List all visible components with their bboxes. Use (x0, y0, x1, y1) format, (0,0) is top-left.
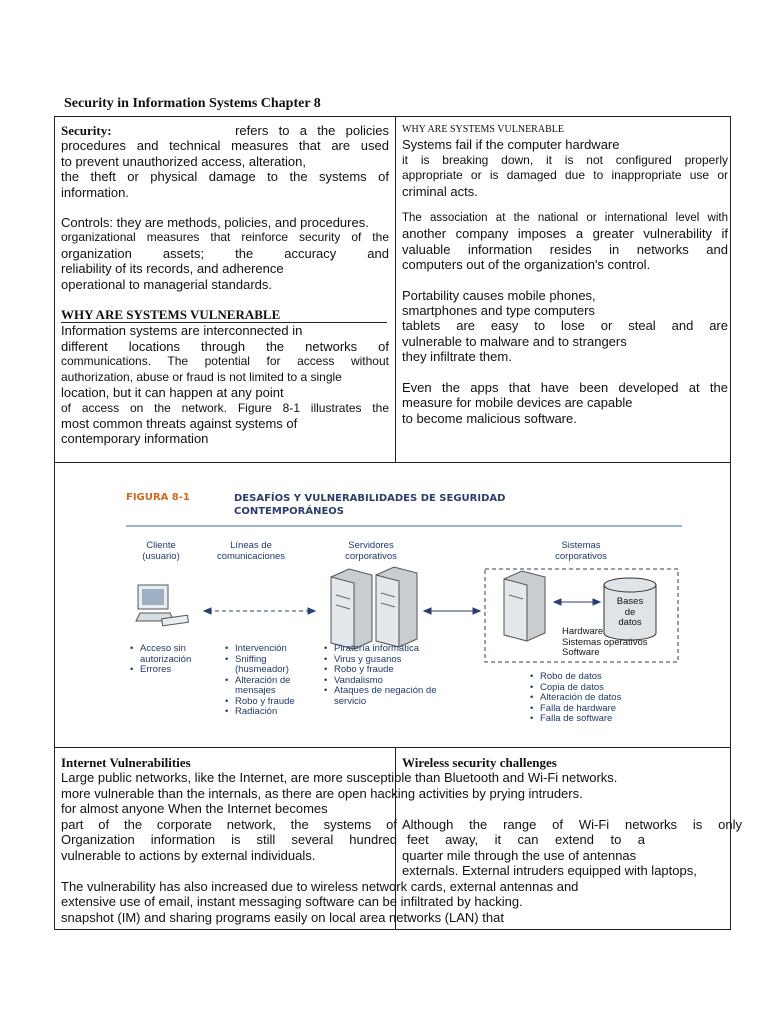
text-line: externals. External intruders equipped with laptops, (402, 863, 697, 878)
list-item: • Alteración de datos (530, 693, 660, 704)
list-item: • Copia de datos (530, 683, 660, 694)
text-line: Large public networks, like the Internet, are more susceptible than Bluetooth and Wi-Fi networks. (61, 770, 618, 785)
list-item: • Robo y fraude (324, 665, 464, 676)
label-line: Sistemas (561, 540, 601, 551)
database-arrow (554, 599, 600, 605)
vuln-line: contemporary information (61, 431, 209, 447)
list-item: • Robo y fraude (225, 697, 320, 708)
wireless-challenges-text (402, 817, 742, 879)
list-item: • Vandalismo (324, 676, 464, 687)
security-line: to prevent unauthorized access, alteration, (61, 153, 306, 169)
text-line: quarter mile through the use of antennas (402, 847, 637, 863)
portability-line: Portability causes mobile phones, (402, 287, 596, 303)
controls-line: reliability of its records, and adherence (61, 261, 284, 277)
database-label (605, 597, 655, 629)
label-line: Hardware (562, 626, 604, 637)
list-item: • Robo de datos (530, 672, 660, 683)
communication-line-arrow (204, 608, 315, 614)
text-line: Although the range of Wi-Fi networks is only (402, 816, 742, 832)
controls-line: Controls: they are methods, policies, and procedures. (61, 215, 369, 231)
figure-title-line: CONTEMPORÁNEOS (234, 506, 344, 517)
failure-line: criminal acts. (402, 183, 478, 199)
lines-threats-list (225, 644, 320, 718)
label-line: Líneas de (230, 540, 272, 551)
label-line: Servidores (348, 540, 394, 551)
vuln-line: Information systems are interconnected in (61, 323, 303, 339)
text-line: extensive use of email, instant messaging software can be infiltrated by hacking. (61, 894, 523, 909)
failure-line: it is breaking down, it is not configured properly (402, 152, 728, 167)
list-item: • Errores (130, 665, 215, 676)
list-item: • Intervención (225, 644, 320, 655)
label-line: corporativos (555, 551, 607, 562)
page-title: Security in Information Systems Chapter 8 (64, 96, 321, 111)
text-line: feet away, it can extend to a (407, 832, 645, 847)
portability-line: they infiltrate them. (402, 349, 512, 365)
label-line: corporativos (345, 551, 397, 562)
list-item: • Falla de hardware (530, 704, 660, 715)
system-server-icon (504, 571, 545, 641)
security-line: procedures and technical measures that are used (61, 138, 389, 154)
cell-why-vulnerable (402, 122, 728, 426)
security-term: Security: (61, 123, 112, 138)
failure-line: appropriate or is damaged due to inappropriate use or (402, 168, 728, 183)
text-line: part of the corporate network, the systems of (61, 816, 397, 832)
apps-line: to become malicious software. (402, 410, 577, 426)
server-icon (376, 567, 417, 647)
figure-title-line: DESAFÍOS Y VULNERABILIDADES DE SEGURIDAD (234, 493, 506, 504)
failure-line: Systems fail if the computer hardware (402, 137, 620, 153)
label-line: Bases (616, 596, 644, 607)
server-icon (331, 569, 372, 649)
label-line: (usuario) (142, 551, 180, 562)
portability-line: vulnerable to malware and to strangers (402, 333, 627, 349)
vulnerable-heading: WHY ARE SYSTEMS VULNERABLE (61, 307, 387, 323)
text-line: The vulnerability has also increased due to wireless network cards, external antennas and (61, 878, 579, 894)
controls-line: operational to managerial standards. (61, 276, 273, 292)
apps-line: Even the apps that have been developed at the (402, 379, 728, 395)
label-line: Cliente (146, 540, 176, 551)
list-item: • Acceso sin autorización (130, 644, 215, 665)
list-item: • Ataques de negación de servicio (324, 686, 464, 707)
cell-security-definition (61, 123, 389, 447)
server-threats-list (324, 644, 464, 707)
content-table (54, 116, 742, 930)
apps-line: measure for mobile devices are capable (402, 395, 633, 411)
vuln-line: location, but it can happen at any point (61, 385, 284, 401)
association-line: valuable information resides in networks and (402, 241, 728, 257)
text-line: vulnerable to actions by external individuals. (61, 847, 316, 863)
system-threats-list (530, 672, 660, 725)
wireless-challenges-heading: Wireless security challenges (402, 755, 557, 770)
vuln-line: different locations through the networks of (61, 338, 389, 354)
vuln-line: communications. The potential for access without (61, 354, 389, 369)
text-line: Organization information is still several hundred (61, 832, 397, 847)
association-line: computers out of the organization's control. (402, 257, 651, 273)
association-line: The association at the national or international level with (402, 212, 728, 225)
client-threats-list (130, 644, 215, 676)
controls-line: organizational measures that reinforce security of the (61, 230, 389, 245)
text-line: for almost anyone When the Internet becomes (61, 801, 328, 816)
label-line: comunicaciones (216, 551, 286, 562)
list-item: • Virus y gusanos (324, 655, 464, 666)
label-line: Sistemas operativos (562, 636, 648, 648)
figure-label: FIGURA 8-1 (126, 492, 190, 503)
security-line: refers to a the policies (235, 123, 389, 138)
association-line: another company imposes a greater vulnerability if (402, 226, 728, 242)
list-item: • Sniffing (husmeador) (225, 655, 320, 676)
label-line: Software (562, 647, 600, 658)
portability-line: tablets are easy to lose or steal and are (402, 318, 728, 334)
right-heading: WHY ARE SYSTEMS VULNERABLE (402, 124, 564, 135)
list-item: • Alteración de mensajes (225, 676, 320, 697)
list-item: • Radiación (225, 707, 320, 718)
text-line: more vulnerable than the internals, as there are open hacking activities by prying intruders. (61, 785, 583, 801)
list-item: • Piratería informática (324, 644, 464, 655)
label-line: de (624, 606, 636, 618)
figure-8-1 (56, 465, 730, 749)
security-line: information. (61, 184, 129, 200)
list-item: • Falla de software (530, 714, 660, 725)
portability-line: smartphones and type computers (402, 303, 595, 319)
label-line: datos (618, 617, 642, 628)
text-line: snapshot (IM) and sharing programs easily on local area networks (LAN) that (61, 909, 504, 925)
client-computer-icon (136, 585, 188, 626)
server-systems-arrow (424, 608, 480, 614)
internet-vulnerabilities-heading: Internet Vulnerabilities (61, 755, 191, 770)
security-line: the theft or physical damage to the systems of (61, 169, 389, 185)
hardware-label (562, 627, 648, 659)
controls-line: organization assets; the accuracy and (61, 245, 389, 261)
vuln-line: authorization, abuse or fraud is not limited to a single (61, 369, 342, 384)
row-divider-1 (55, 462, 730, 463)
col-divider-top (395, 117, 396, 462)
vuln-line: of access on the network. Figure 8-1 illustrates the (61, 400, 389, 415)
vuln-line: most common threats against systems of (61, 415, 298, 431)
